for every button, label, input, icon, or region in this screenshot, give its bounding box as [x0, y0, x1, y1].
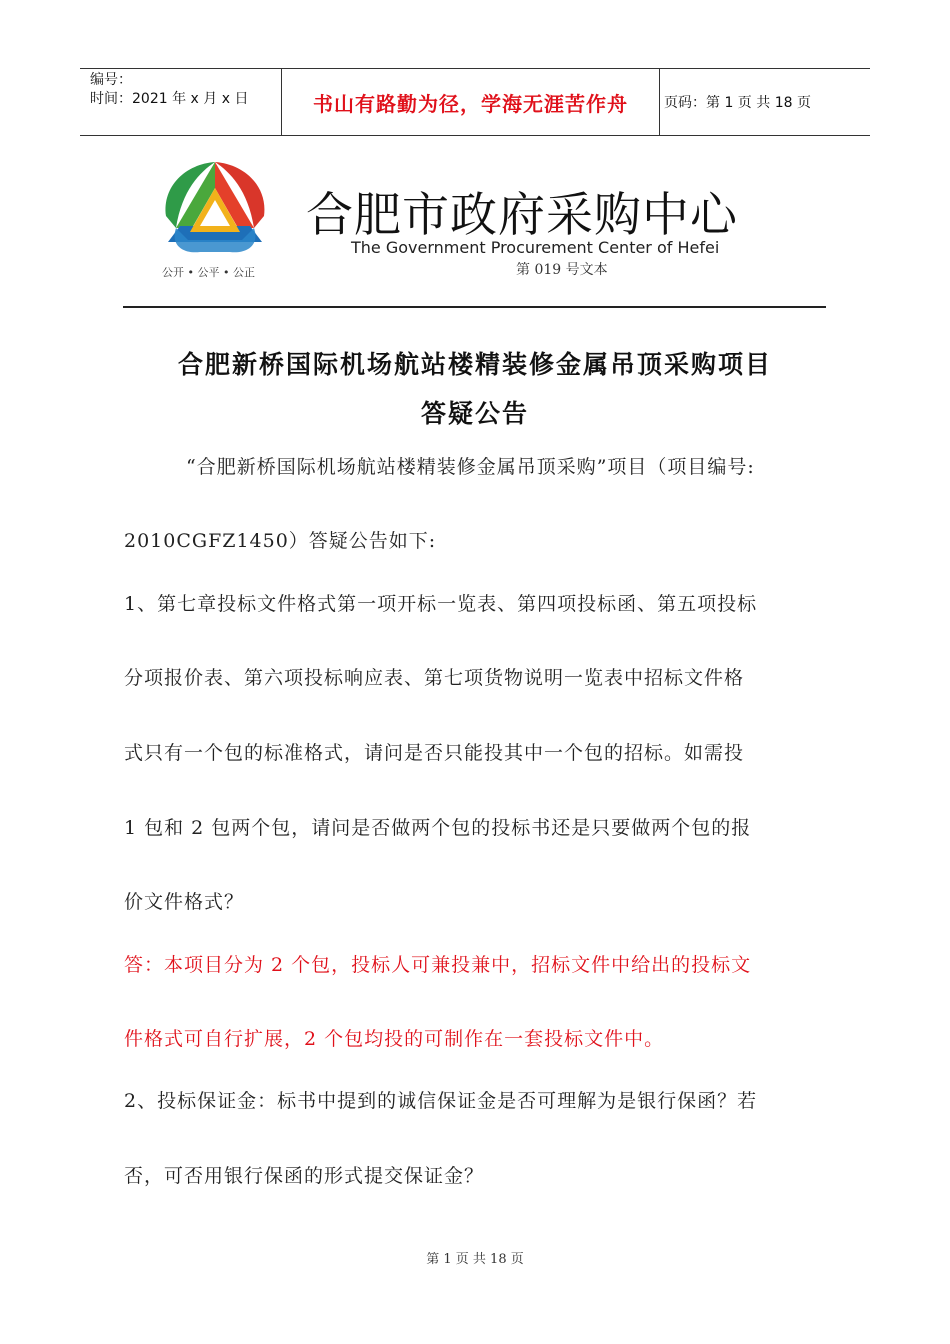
org-subtitle: The Government Procurement Center of Hefei	[351, 238, 720, 257]
time-label: 时间：2021 年 x 月 x 日	[90, 91, 249, 107]
page-label: 页码：第 1 页 共 18 页	[664, 95, 811, 111]
question-2-line-2: 否，可否用银行保函的形式提交保证金？	[124, 1165, 485, 1187]
question-2-line-1: 2、投标保证金：标书中提到的诚信保证金是否可理解为是银行保函？若	[124, 1090, 758, 1112]
header-page-cell	[660, 69, 870, 135]
header-left-cell	[80, 69, 282, 135]
document-number: 第 019 号文本	[516, 262, 608, 278]
header-motto-cell	[282, 69, 660, 135]
question-1-line-5: 价文件格式？	[124, 891, 245, 913]
intro-line-2: 2010CGFZ1450）答疑公告如下:	[124, 530, 437, 552]
page-footer: 第 1 页 共 18 页	[426, 1252, 524, 1267]
question-1-line-1: 1、第七章投标文件格式第一项开标一览表、第四项投标函、第五项投标	[124, 593, 758, 615]
answer-1-line-1: 答：本项目分为 2 个包，投标人可兼投兼中，招标文件中给出的投标文	[124, 954, 752, 976]
procurement-center-logo	[160, 156, 270, 260]
intro-line-1: “合肥新桥国际机场航站楼精装修金属吊顶采购”项目（项目编号:	[186, 456, 755, 478]
logo-caption: 公开 • 公平 • 公正	[162, 266, 255, 279]
motto-text: 书山有路勤为径，学海无涯苦作舟	[313, 91, 628, 116]
header-divider	[123, 306, 826, 308]
org-title: 合肥市政府采购中心	[306, 188, 738, 243]
number-label: 编号：	[90, 72, 132, 88]
document-title: 合肥新桥国际机场航站楼精装修金属吊顶采购项目	[177, 350, 772, 379]
question-1-line-4: 1 包和 2 包两个包，请问是否做两个包的投标书还是只要做两个包的报	[124, 817, 752, 839]
document-subtitle: 答疑公告	[420, 399, 529, 428]
header-table	[80, 68, 870, 136]
question-1-line-3: 式只有一个包的标准格式，请问是否只能投其中一个包的招标。如需投	[124, 742, 745, 764]
answer-1-line-2: 件格式可自行扩展，2 个包均投的可制作在一套投标文件中。	[124, 1028, 665, 1050]
question-1-line-2: 分项报价表、第六项投标响应表、第七项货物说明一览表中招标文件格	[124, 667, 745, 689]
